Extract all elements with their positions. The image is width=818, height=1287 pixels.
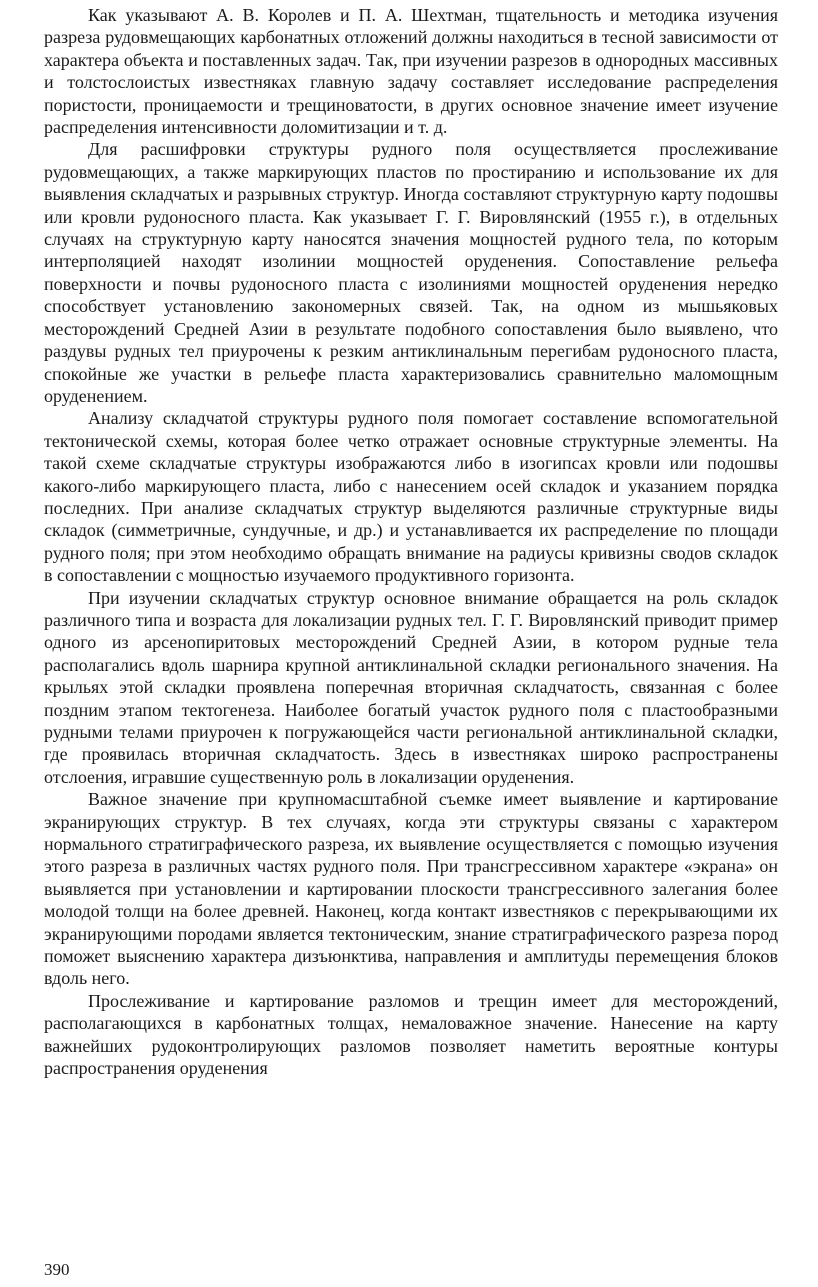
paragraph-1: Как указывают А. В. Королев и П. А. Шехтман, тщательность и методика изучения разреза рудовмещающих карбонатных отложений должны находиться в тесной зависимости от характера объекта и поставленных задач. Так, при изучении разрезов в однородных массивных и толстослоистых известняках главную задачу составляет исследование распределения пористости, проницаемости и трещиноватости, в других основное значение имеет изучение распределения интенсивности доломитизации и т. д. bbox=[44, 5, 778, 138]
paragraph-4: При изучении складчатых структур основное внимание обращается на роль складок различного типа и возраста для локализации рудных тел. Г. Г. Вировлянский приводит пример одного из арсенопиритовых месторождений Средней Азии, в котором рудные тела располагались вдоль шарнира крупной антиклинальной складки регионального значения. На крыльях этой складки проявлена поперечная вторичная складчатость, связанная с более поздним этапом тектогенеза. Наиболее богатый участок рудного поля с пластообразными рудными телами приурочен к погружающейся части региональной антиклинальной складки, где проявилась вторичная складчатость. Здесь в известняках широко распространены отслоения, игравшие существенную роль в локализации оруденения. bbox=[44, 587, 778, 787]
paragraph-2: Для расшифровки структуры рудного поля осуществляется прослеживание рудовмещающих, а также маркирующих пластов по простиранию и использование их для выявления складчатых и разрывных структур. Иногда составляют структурную карту подошвы или кровли рудоносного пласта. Как указывает Г. Г. Вировлянский (1955 г.), в отдельных случаях на структурную карту наносятся значения мощностей рудного тела, по которым интерполяцией находят изолинии мощностей оруденения. Сопоставление рельефа поверхности и почвы рудоносного пласта с изолиниями мощностей оруденения нередко способствует установлению закономерных связей. Так, на одном из мышьяковых месторождений Средней Азии в результате подобного сопоставления было выявлено, что раздувы рудных тел приурочены к резким антиклинальным перегибам рудоносного пласта, спокойные же участки в рельефе пласта характеризовались сравнительно маломощным оруденением. bbox=[44, 139, 778, 406]
page-number: 390 bbox=[44, 1260, 70, 1279]
page-body bbox=[44, 4, 778, 1080]
paragraph-3: Анализу складчатой структуры рудного поля помогает составление вспомогательной тектонической схемы, которая более четко отражает основные структурные элементы. На такой схеме складчатые структуры изображаются либо в изогипсах кровли или подошвы какого-либо маркирующего пласта, либо с нанесением осей складок и указанием порядка последних. При анализе складчатых структур выделяются различные структурные виды складок (симметричные, сундучные, и др.) и устанавливается их распределение по площади рудного поля; при этом необходимо обращать внимание на радиусы кривизны сводов складок в сопоставлении с мощностью изучаемого продуктивного горизонта. bbox=[44, 408, 778, 586]
paragraph-6: Прослеживание и картирование разломов и трещин имеет для месторождений, располагающихся в карбонатных толщах, немаловажное значение. Нанесение на карту важнейших рудоконтролирующих разломов позволяет наметить вероятные контуры распространения оруденения bbox=[44, 990, 778, 1079]
paragraph-5: Важное значение при крупномасштабной съемке имеет выявление и картирование экранирующих структур. В тех случаях, когда эти структуры связаны с характером нормального стратиграфического разреза, их выявление осуществляется с помощью изучения этого разреза в различных частях рудного поля. При трансгрессивном характере «экрана» он выявляется при установлении и картировании плоскости трансгрессивного залегания более молодой толщи на более древней. Наконец, когда контакт известняков с перекрывающими их экранирующими породами является тектоническим, знание стратиграфического разреза пород поможет выяснению характера дизъюнктива, направления и амплитуды перемещения блоков вдоль него. bbox=[44, 789, 778, 989]
